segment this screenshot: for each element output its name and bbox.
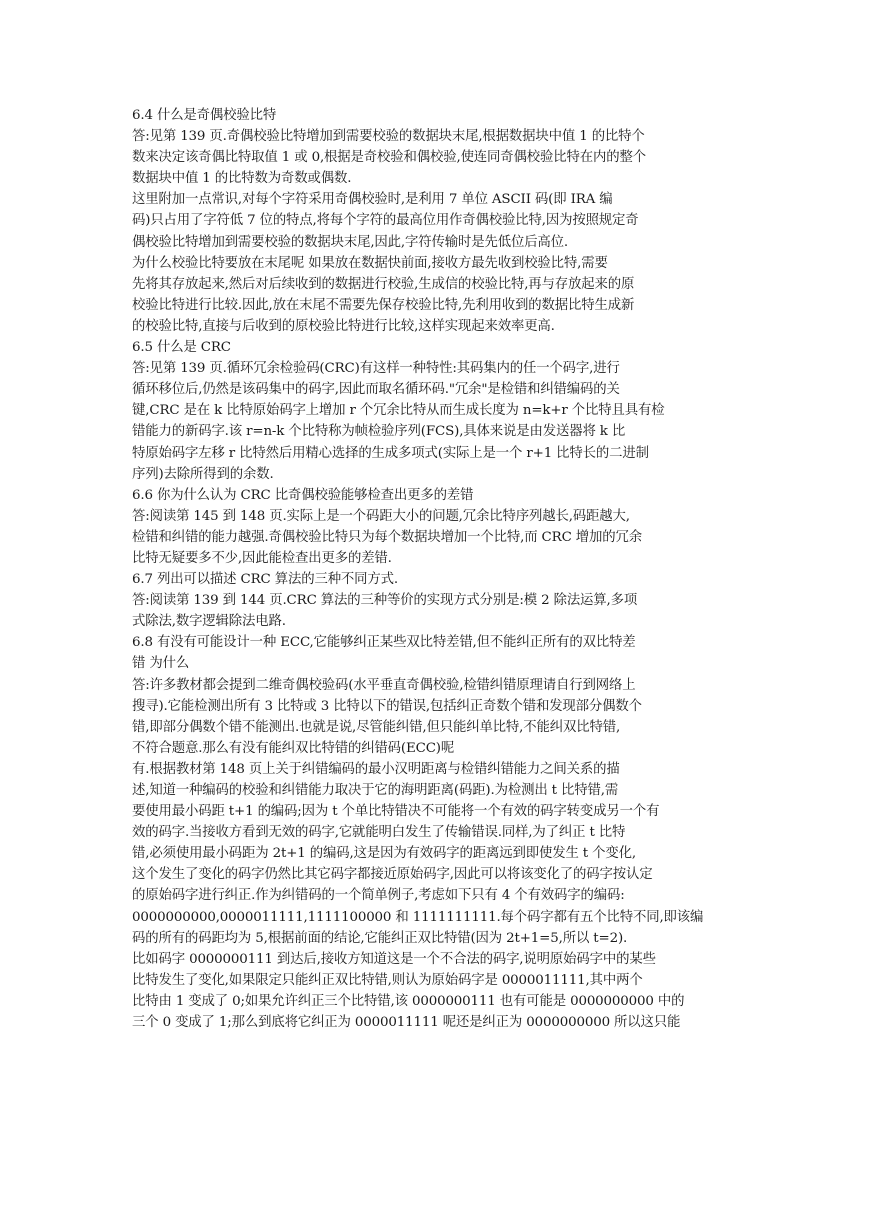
text-line: 数据块中值 1 的比特数为奇数或偶数. (132, 171, 352, 187)
text-line: 循环移位后,仍然是该码集中的码字,因此而取名循环码."冗余"是检错和纠错编码的关 (132, 382, 620, 398)
text-line: 不符合题意.那么有没有能纠双比特错的纠错码(ECC)呢 (132, 740, 455, 756)
text-line: 三个 0 变成了 1;那么到底将它纠正为 0000011111 呢还是纠正为 0000000000 所以这只能 (132, 1015, 681, 1031)
text-line: 码的所有的码距均为 5,根据前面的结论,它能纠正双比特错(因为 2t+1=5,所以 t=2). (132, 930, 628, 946)
text-line: 比特发生了变化,如果限定只能纠正双比特错,则认为原始码字是 0000011111,其中两个 (132, 972, 643, 988)
text-line: 比特由 1 变成了 0;如果允许纠正三个比特错,该 0000000111 也有可能是 0000000000 中的 (132, 993, 685, 1009)
text-line: 答:阅读第 139 到 144 页.CRC 算法的三种等价的实现方式分别是:模 2 除法运算,多项 (132, 593, 638, 609)
text-line: 检错和纠错的能力越强.奇偶校验比特只为每个数据块增加一个比特,而 CRC 增加的冗余 (132, 529, 642, 545)
text-line: 0000000000,0000011111,1111100000 和 1111111111.每个码字都有五个比特不同,即该编 (132, 909, 704, 925)
text-line: 的原始码字进行纠正.作为纠错码的一个简单例子,考虑如下只有 4 个有效码字的编码: (132, 888, 625, 904)
text-line: 偶校验比特增加到需要校验的数据块末尾,因此,字符传输时是先低位后高位. (132, 234, 569, 250)
text-line: 校验比特进行比较.因此,放在末尾不需要先保存校验比特,先利用收到的数据比特生成新 (132, 297, 635, 313)
text-line: 的校验比特,直接与后收到的原校验比特进行比较,这样实现起来效率更高. (132, 318, 555, 334)
text-line: 述,知道一种编码的校验和纠错能力取决于它的海明距离(码距).为检测出 t 比特错,需 (132, 783, 619, 798)
text-line: 要使用最小码距 t+1 的编码;因为 t 个单比特错决不可能将一个有效的码字转变成另一个有 (132, 804, 660, 820)
text-line: 搜寻).它能检测出所有 3 比特或 3 比特以下的错误,包括纠正奇数个错和发现部分偶数个 (132, 698, 642, 714)
text-line: 错 为什么 (132, 656, 190, 672)
text-line: 答:阅读第 145 到 148 页.实际上是一个码距大小的问题,冗余比特序列越长,码距越大, (132, 508, 630, 524)
heading-6-7: 6.7 列出可以描述 CRC 算法的三种不同方式. (132, 572, 399, 588)
text-line: 这个发生了变化的码字仍然比其它码字都接近原始码字,因此可以将该变化了的码字按认定 (132, 867, 653, 883)
heading-6-8: 6.8 有没有可能设计一种 ECC,它能够纠正某些双比特差错,但不能纠正所有的双比特差 (132, 635, 636, 651)
text-line: 比如码字 0000000111 到达后,接收方知道这是一个不合法的码字,说明原始码字中的某些 (132, 951, 656, 967)
document-body (132, 105, 742, 1054)
text-line: 为什么校验比特要放在末尾呢 如果放在数据快前面,接收方最先收到校验比特,需要 (132, 255, 608, 271)
text-line: 数来决定该奇偶比特取值 1 或 0,根据是奇校验和偶校验,使连同奇偶校验比特在内的整个 (132, 150, 646, 166)
text-line: 键,CRC 是在 k 比特原始码字上增加 r 个冗余比特从而生成长度为 n=k+r 个比特且具有检 (132, 403, 665, 419)
text-line: 错,必须使用最小码距为 2t+1 的编码,这是因为有效码字的距离远到即使发生 t 个变化, (132, 846, 636, 862)
text-line: 这里附加一点常识,对每个字符采用奇偶校验时,是利用 7 单位 ASCII 码(即 IRA 编 (132, 192, 613, 208)
text-line: 答:见第 139 页.循环冗余检验码(CRC)有这样一种特性:其码集内的任一个码字,进行 (132, 361, 620, 377)
text-line: 比特无疑要多不少,因此能检查出更多的差错. (132, 550, 392, 566)
text-line (132, 1033, 742, 1054)
text-line: 序列)去除所得到的余数. (132, 466, 274, 482)
heading-6-4: 6.4 什么是奇偶校验比特 (132, 108, 277, 123)
text-line: 特原始码字左移 r 比特然后用精心选择的生成多项式(实际上是一个 r+1 比特长的二进制 (132, 445, 649, 461)
text-line: 式除法,数字逻辑除法电路. (132, 614, 286, 630)
heading-6-5: 6.5 什么是 CRC (132, 340, 231, 356)
text-line: 答:见第 139 页.奇偶校验比特增加到需要校验的数据块末尾,根据数据块中值 1 的比特个 (132, 129, 645, 145)
text-line: 错,即部分偶数个错不能测出.也就是说,尽管能纠错,但只能纠单比特,不能纠双比特错, (132, 719, 621, 735)
text-line: 错能力的新码字.该 r=n-k 个比特称为帧检验序列(FCS),具体来说是由发送器将 k 比 (132, 424, 626, 440)
text-line: 有.根据教材第 148 页上关于纠错编码的最小汉明距离与检错纠错能力之间关系的描 (132, 761, 620, 777)
text-line: 答:许多教材都会提到二维奇偶校验码(水平垂直奇偶校验,检错纠错原理请自行到网络上 (132, 677, 636, 693)
heading-6-6: 6.6 你为什么认为 CRC 比奇偶校验能够检查出更多的差错 (132, 487, 474, 503)
text-line: 效的码字.当接收方看到无效的码字,它就能明白发生了传输错误.同样,为了纠正 t 比特 (132, 825, 626, 841)
text-line: 先将其存放起来,然后对后续收到的数据进行校验,生成信的校验比特,再与存放起来的原 (132, 276, 635, 292)
text-line: 码)只占用了字符低 7 位的特点,将每个字符的最高位用作奇偶校验比特,因为按照规定奇 (132, 213, 639, 229)
